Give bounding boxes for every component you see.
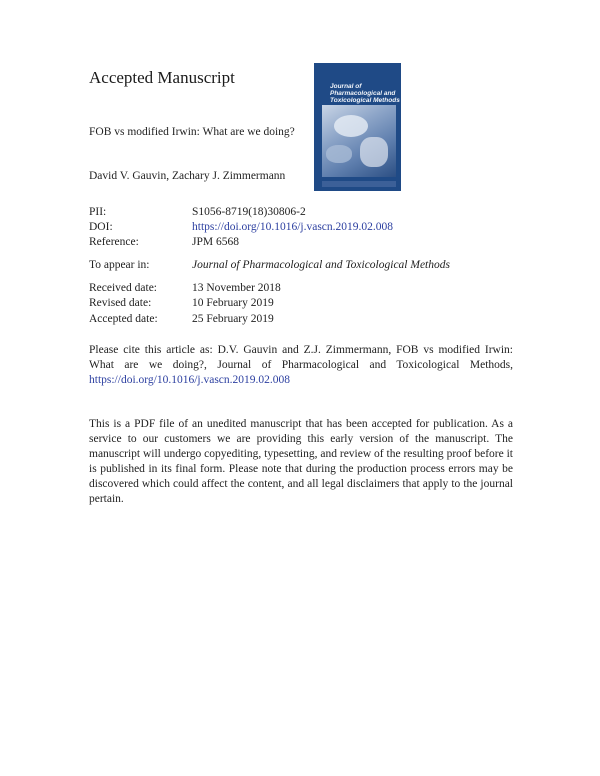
doi-label: DOI: (89, 221, 113, 233)
doi-link[interactable]: https://doi.org/10.1016/j.vascn.2019.02.008 (192, 221, 394, 233)
cover-masthead: Journal of Pharmacological and Toxicological Methods (330, 83, 400, 104)
accepted-label: Accepted date: (89, 313, 158, 325)
article-title: FOB vs modified Irwin: What are we doing? (89, 126, 295, 138)
article-authors: David V. Gauvin, Zachary J. Zimmermann (89, 170, 286, 182)
page-heading: Accepted Manuscript (89, 68, 235, 87)
revised-label: Revised date: (89, 297, 152, 309)
reference-value: JPM 6568 (192, 236, 239, 248)
revised-value: 10 February 2019 (192, 297, 274, 309)
cover-artwork (322, 105, 396, 177)
received-value: 13 November 2018 (192, 282, 281, 294)
citation-text: Please cite this article as: D.V. Gauvin and Z.J. Zimmermann, FOB vs modified Irwin: What are we doing?, Journal of Pharmacological and Toxicological Methods, (89, 344, 513, 371)
pii-value: S1056-8719(18)30806-2 (192, 206, 306, 218)
appear-in-label: To appear in: (89, 259, 150, 271)
received-label: Received date: (89, 282, 158, 294)
disclaimer-paragraph: This is a PDF file of an unedited manuscript that has been accepted for publication. As a service to our customers we are providing this early version of the manuscript. The manuscript will undergo copyediting, typesetting, and review of the resulting proof before it is published in its final form. Please note that during the production process errors may be discovered which could affect the content, and all legal disclaimers that apply to the journal pertain. (89, 418, 513, 505)
accepted-value: 25 February 2019 (192, 313, 274, 325)
cover-footer-band (322, 181, 396, 187)
citation-doi-link[interactable]: https://doi.org/10.1016/j.vascn.2019.02.008 (89, 374, 291, 386)
citation-paragraph (89, 343, 513, 388)
journal-name: Journal of Pharmacological and Toxicological Methods (192, 259, 450, 271)
journal-cover-image (314, 63, 401, 191)
reference-label: Reference: (89, 236, 139, 248)
pii-label: PII: (89, 206, 107, 218)
